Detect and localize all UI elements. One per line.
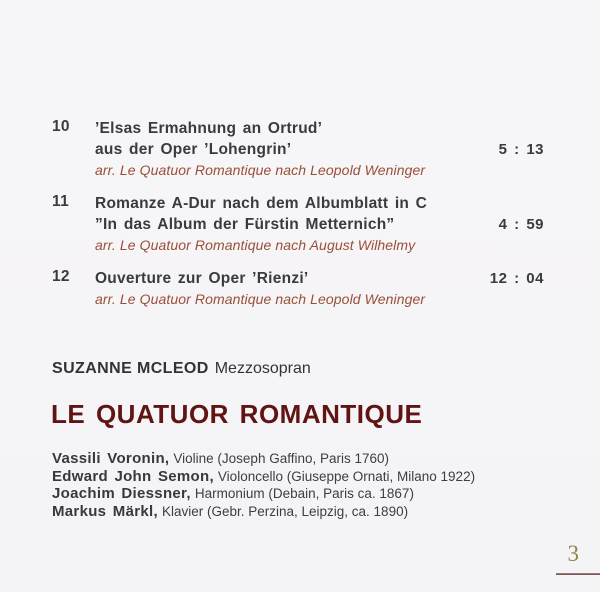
track-number: 12 xyxy=(52,268,70,285)
track-duration: 4 : 59 xyxy=(498,216,544,233)
track-title-text: ”In das Album der Fürstin Metternich” xyxy=(95,216,395,233)
performer-details: Violine (Joseph Gaffino, Paris 1760) xyxy=(173,451,390,466)
track-title-line xyxy=(95,118,544,139)
performer-list xyxy=(52,450,552,520)
track-arranger: arr. Le Quatuor Romantique nach Leopold Weninger xyxy=(95,291,426,307)
singer-role: Mezzosopran xyxy=(214,360,311,377)
performer-details: Harmonium (Debain, Paris ca. 1867) xyxy=(194,486,414,501)
performer-name: Joachim Diessner, xyxy=(52,485,191,502)
track-title-line xyxy=(95,193,544,214)
track-title-text: Romanze A-Dur nach dem Albumblatt in C xyxy=(95,195,428,212)
track-body xyxy=(95,118,544,179)
track-body xyxy=(95,268,544,308)
performer-row xyxy=(52,503,552,521)
performer-name: Vassili Voronin, xyxy=(52,450,170,467)
track-arranger: arr. Le Quatuor Romantique nach August Wilhelmy xyxy=(95,237,416,253)
track-title-line xyxy=(95,268,544,289)
footer-rule xyxy=(556,573,600,575)
performer-name: Edward John Semon, xyxy=(52,467,214,485)
track-title-text: ’Elsas Ermahnung an Ortrud’ xyxy=(95,120,323,137)
track-title-text: Ouverture zur Oper ’Rienzi’ xyxy=(95,270,309,287)
performer-row xyxy=(52,450,552,468)
ensemble-title: LE QUATUOR ROMANTIQUE xyxy=(51,399,423,429)
performer-details: Violoncello (Giuseppe Ornati, Milano 1922) xyxy=(217,468,476,484)
performer-details: Klavier (Gebr. Perzina, Leipzig, ca. 1890) xyxy=(161,503,409,519)
performer-row xyxy=(52,468,552,486)
performer-name: Markus Märkl, xyxy=(52,502,158,520)
track-number: 11 xyxy=(52,193,69,210)
track-row xyxy=(52,268,544,308)
singer-name: SUZANNE MCLEOD xyxy=(52,360,209,377)
track-number: 10 xyxy=(52,118,70,135)
track-title-line xyxy=(95,139,544,160)
singer-line xyxy=(52,358,311,380)
track-body xyxy=(95,193,544,254)
track-arranger: arr. Le Quatuor Romantique nach Leopold Weninger xyxy=(95,162,426,178)
track-list xyxy=(52,118,544,322)
track-row xyxy=(52,193,544,254)
page-number: 3 xyxy=(567,541,579,566)
track-title-text: aus der Oper ’Lohengrin’ xyxy=(95,141,292,158)
performer-row xyxy=(52,485,552,503)
track-row xyxy=(52,118,544,179)
track-title-line xyxy=(95,214,544,235)
track-duration: 12 : 04 xyxy=(489,270,544,287)
track-duration: 5 : 13 xyxy=(498,141,544,158)
